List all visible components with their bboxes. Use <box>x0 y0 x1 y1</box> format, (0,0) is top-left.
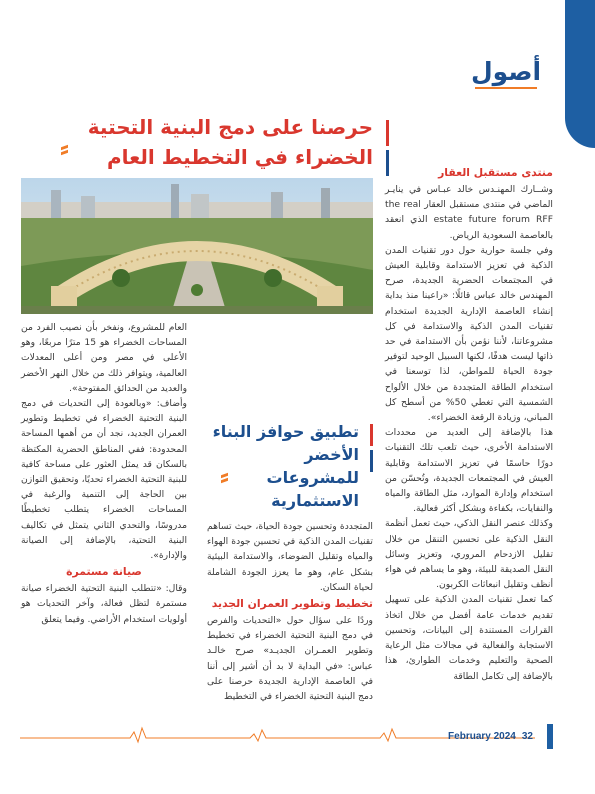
paragraph: وفي جلسة حوارية حول دور تقنيات المدن الذكية في تعزيز الاستدامة وقابلية العيش في المجتمعات الحضرية الجديدة، صرح المهندس خالد عباس قائلًا: «راعينا منذ بداية إنشاء العاصمة الإدارية الجديدة استخدام تقنيات المدن الذكية والاستدامة في كل مشروعاتنا، لأننا نؤمن بأن الاستدامة في حد ذاتها ليست هدفًا، لكنها السبيل الوحيد لتوفير جودة الحياة للمواطن، لذا توسعنا في استخدام الطاقة المتجددة من خلال الألواح الشمسية التي تغطي 50% من أسطح كل المباني، وزيادة الرقعة الخضراء». <box>385 244 553 424</box>
paragraph: وأضاف: «وبالعودة إلى التحديات في دمج البنية التحتية الخضراء في تخطيط وتطوير العمران الجديد، نجد أن من أهمها المساحة المحدودة: ففي المناطق الحضرية المكتظة بالسكان قد يمثل العثور على مساحة كافية للبنية التحتية الخضراء تحديًا، وتحقيق التوازن بين الحاجة إلى التنمية والرغبة في المساحات الخضراء يتطلب تخطيطًا مدروسًا، والتحدي الثاني يتمثل في تكاليف البنية التحتية، بالإضافة إلى الصيانة والإدارة». <box>21 398 187 562</box>
title-bar-icon <box>381 120 389 146</box>
section-tab <box>565 0 595 148</box>
paragraph: العام للمشروع، ونفخر بأن نصيب الفرد من المساحات الخضراء هو 15 مترًا مربعًا، وهو الأعلى في مصر ومن أعلى المعدلات العالمية، ويتوافر ذلك من خلال النهر الأخضر والعديد من الحدائق المفتوحة». <box>21 322 187 394</box>
subtitle-bar-icon <box>364 424 373 446</box>
page-number: 32 <box>521 731 533 742</box>
article-title: حرصنا على دمج البنية التحتية الخضراء في التخطيط العام <box>87 115 373 169</box>
logo-underline <box>475 87 537 89</box>
left-column <box>21 320 187 627</box>
paragraph: كما تعمل تقنيات المدن الذكية على تسهيل تقديم خدمات عامة أفضل من خلال اتخاذ القرارات المستندة إلى البيانات، وتحسين الاستجابة والفعالية في مجالات مثل الرعاية الصحية والتعليم وخدمات الطوارئ، هذا بالإضافة إلى تكامل الطاقة <box>385 594 553 682</box>
paragraph: وكذلك عنصر النقل الذكي، حيث تعمل أنظمة النقل الذكية على تحسين التنقل من خلال تقليل الازدحام المروري، وتعزيز وسائل النقل الصديقة للبيئة، وهو ما يساهم في هواء أنظف وتقليل انبعاثات الكربون. <box>385 518 553 591</box>
subtitle-block <box>207 420 373 512</box>
issue-date: February 2024 <box>448 731 516 742</box>
magazine-logo <box>461 58 551 100</box>
accent-dash-icon <box>218 474 228 486</box>
capital-arch-photo <box>21 178 373 314</box>
paragraph: وردًا على سؤال حول «التحديات والفرص في دمج البنية التحتية الخضراء في تخطيط وتطوير العمـران الجديـد» صرح خالـد عباس: «في البداية لا بد أن أشير إلى أننا في العاصمة الإدارية الجديدة حرصنا على دمج البنية التحتية الخضراء في التخطيط <box>207 615 373 703</box>
page-folio <box>448 731 533 742</box>
folio-bar <box>547 724 553 749</box>
middle-column <box>207 519 373 704</box>
paragraph: هذا بالإضافة إلى العديد من محددات الاستدامة الأخرى، حيث تلعب تلك التقنيات دورًا حاسمًا في تعزيز الاستدامة وقابلية العيش في المجتمعات الجديدة، وتُحسّن من استخدام وإدارة الموارد، مثل الطاقة والمياه والنفايات، بكفاءة وبشكل أكثر فعالية. <box>385 427 553 515</box>
paragraph: وقال: «تتطلب البنية التحتية الخضراء صيانة مستمرة لتظل فعالة، وآخر التحديات هو أولويات استخدام الأراضي. وفيما يتعلق <box>21 583 187 625</box>
section-heading: صيانة مستمرة <box>66 565 142 579</box>
paragraph: المتجددة وتحسين جودة الحياة، حيث تساهم تقنيات المدن الذكية في تحسين جودة الهواء والمياه وتقليل الضوضاء، والاستدامة البيئية بشكل عام، وهو ما يعزز الجودة الشاملة لحياة السكان. <box>207 521 373 593</box>
section-subtitle: تطبيق حوافز البناء الأخضر للمشروعات الاستثمارية <box>212 422 359 510</box>
logo-wordmark: أصول <box>470 57 542 86</box>
right-column <box>385 164 553 684</box>
paragraph: وشــارك المهنـدس خالد عبـاس في ينايـر الماضي في منتدى مستقبل العقار the real estate future forum RFF الذي انعقد بالعاصمة السعودية الرياض. <box>385 184 553 241</box>
section-heading: منتدى مستقبل العقار <box>438 166 553 179</box>
section-heading: تخطيط وتطوير العمران الجديد <box>211 597 373 611</box>
accent-dash-icon <box>58 146 68 158</box>
